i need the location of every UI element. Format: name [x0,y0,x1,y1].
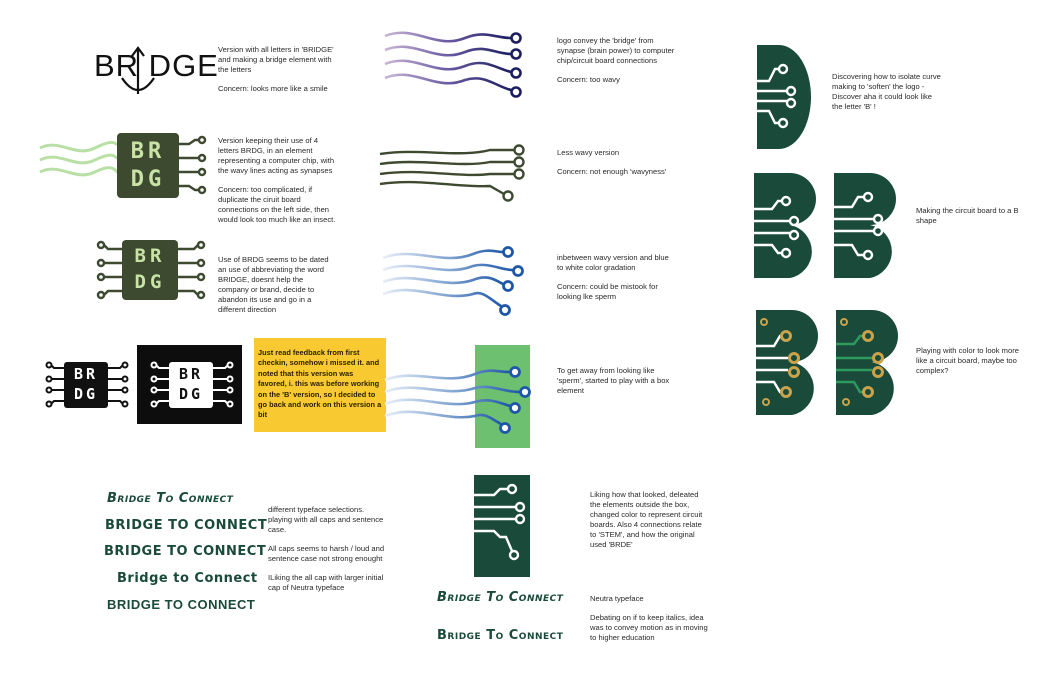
circuit-connections-black-left-icon [44,362,66,406]
b-shape-circuit-logo-2 [834,173,904,279]
typeface-sample-4: Bridge to Connect [117,571,258,586]
brdg-inverted-logo-panel [137,345,242,424]
typeface-sample-2: BRIDGE TO CONNECT [105,518,268,533]
note-12: Making the circuit board to a B shape [916,206,1019,225]
brdg-black-logo: BR DG [64,362,108,408]
dark-green-circuit-box-logo [474,475,530,577]
neutra-sample-italic: Bridge To Connect [437,590,564,605]
circuit-connections-white-right-icon [213,362,235,406]
less-wavy-lines-logo [380,140,530,198]
blue-wavy-box-logo [385,358,545,438]
blue-gradient-wavy-logo [383,244,523,316]
circuit-connections-right-icon [178,241,208,301]
wavy-synapse-lines-icon [40,130,120,190]
b-shape-circuit-logo-1 [754,173,824,279]
note-10: different typeface selections. playing with all caps and sentence case. All caps seems to harsh / loud and sentence case not strong enought ILiking the all cap with larger initial cap of Neutra typeface [268,505,385,592]
note-3: Use of BRDG seems to be dated an use of abbreviating the word BRIDGE, doesnt help the company or brand, decide to abandon its use and go in a different direction [218,255,329,314]
note-8: Liking how that looked, deleated the elements outside the box, changed color to represent circuit boards. Also 4 connections relate to 'STEM', and how the original used 'BRDE' [590,490,703,549]
note-2: Version keeping their use of 4 letters BRDG, in an element representing a computer chip, with the wavy lines acting as synapses Concern: too complicated, if duplicate the ciruit board connections on the left side, then would look too much like an insect. [218,136,336,224]
b-shape-gold-circuit-logo-2 [836,310,906,416]
circuit-connections-black-right-icon [108,362,130,406]
note-11: Discovering how to isolate curve making to 'soften' the logo - Discover aha it could look like the letter 'B' ! [832,72,941,111]
note-4: logo convey the 'bridge' from synapse (brain power) to computer chip/circuit board connections Concern: too wavy [557,36,675,84]
wavy-lines-navy-logo [385,28,525,98]
note-9: Neutra typeface Debating on if to keep italics, idea was to convey motion as in moving to higher education [590,594,708,642]
neutra-sample-regular: Bridge To Connect [437,628,564,643]
note-7: To get away from looking like 'sperm', started to play with a box element [557,366,670,395]
sticky-note: Just read feedback from first checkin, somehow i missed it. and noted that this version was favored, i. this was before working on the 'B' version, so I decided to go back and work on this version a bit [254,338,386,432]
brdg-white-chip: BR DG [169,362,213,408]
brdg-chip-logo-small: BR DG [122,240,178,300]
brdg-chip-logo-large: BR DG [117,133,179,198]
note-1: Version with all letters in 'BRIDGE' and making a bridge element with the letters Concern: looks more like a smile [218,45,334,93]
note-13: Playing with color to look more like a circuit board, maybe too complex? [916,346,1019,375]
circuit-connections-left-icon [94,241,124,301]
typeface-sample-5: BRIDGE TO CONNECT [107,597,256,612]
half-b-circuit-logo [757,45,817,151]
circuit-lines-icon [474,475,530,577]
b-shape-gold-circuit-logo-1 [756,310,826,416]
typeface-sample-1: Bridge To Connect [107,491,234,506]
bridge-arch-icon [94,44,194,100]
bridge-wordmark-logo [94,44,219,100]
circuit-connections-icon [179,136,209,196]
note-5: Less wavy version Concern: not enough 'wavyness' [557,148,667,176]
typeface-sample-3: BRIDGE TO CONNECT [104,544,267,559]
note-6: inbetween wavy version and blue to white color gradation Concern: could be mistook for looking lke sperm [557,253,669,301]
circuit-connections-white-left-icon [149,362,171,406]
bridge-wordmark-text: BR DGE [94,48,219,83]
